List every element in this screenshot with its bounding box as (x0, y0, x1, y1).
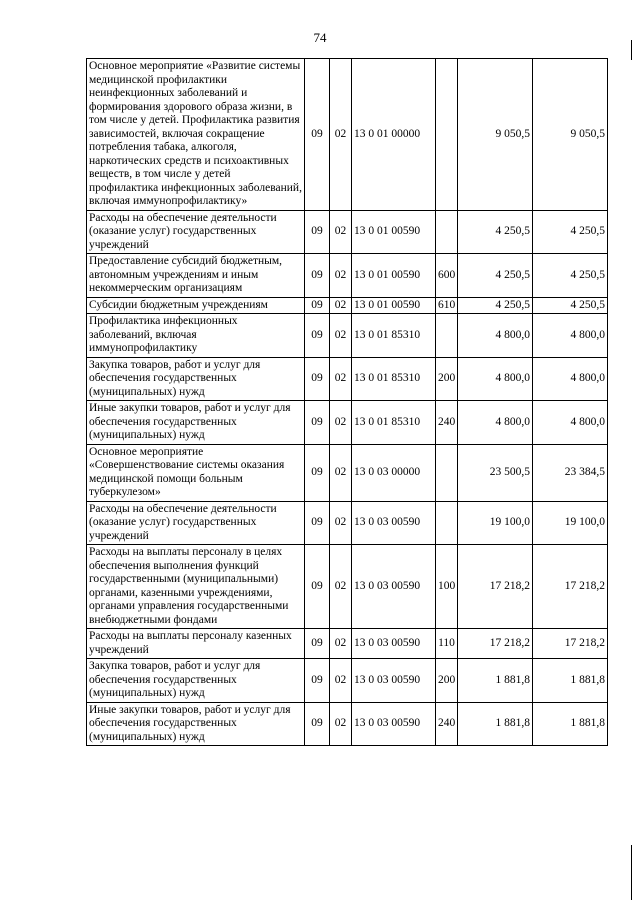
table-body (87, 59, 608, 746)
row-rz: 09 (305, 545, 330, 629)
row-sum-1: 4 250,5 (458, 254, 533, 298)
row-csr: 13 0 01 85310 (352, 401, 436, 445)
table-row (87, 254, 608, 298)
row-csr: 13 0 03 00590 (352, 545, 436, 629)
row-rz: 09 (305, 501, 330, 545)
table-row (87, 501, 608, 545)
row-vr: 200 (436, 357, 458, 401)
row-rz: 09 (305, 314, 330, 358)
scan-edge-mark (631, 40, 632, 60)
row-rz: 09 (305, 702, 330, 746)
table-row (87, 297, 608, 314)
table-row (87, 401, 608, 445)
table-row (87, 702, 608, 746)
table-row (87, 629, 608, 659)
row-pr: 02 (330, 629, 352, 659)
row-name: Расходы на выплаты персоналу казенных учреждений (87, 629, 305, 659)
row-name: Основное мероприятие «Совершенствование системы оказания медицинской помощи больным туберкулезом» (87, 444, 305, 501)
row-name: Предоставление субсидий бюджетным, автономным учреждениям и иным некоммерческим организациям (87, 254, 305, 298)
table-row (87, 659, 608, 703)
table-row (87, 545, 608, 629)
row-rz: 09 (305, 210, 330, 254)
budget-table (86, 58, 608, 746)
row-csr: 13 0 01 00590 (352, 297, 436, 314)
row-csr: 13 0 03 00590 (352, 702, 436, 746)
row-sum-2: 9 050,5 (533, 59, 608, 211)
row-sum-1: 23 500,5 (458, 444, 533, 501)
row-vr (436, 59, 458, 211)
row-sum-1: 4 250,5 (458, 210, 533, 254)
row-rz: 09 (305, 444, 330, 501)
row-name: Закупка товаров, работ и услуг для обеспечения государственных (муниципальных) нужд (87, 659, 305, 703)
row-rz: 09 (305, 357, 330, 401)
row-sum-1: 1 881,8 (458, 659, 533, 703)
row-pr: 02 (330, 659, 352, 703)
row-rz: 09 (305, 254, 330, 298)
row-name: Иные закупки товаров, работ и услуг для обеспечения государственных (муниципальных) нужд (87, 702, 305, 746)
table-row (87, 210, 608, 254)
row-rz: 09 (305, 59, 330, 211)
row-csr: 13 0 03 00590 (352, 629, 436, 659)
row-vr (436, 444, 458, 501)
row-sum-2: 1 881,8 (533, 659, 608, 703)
row-name: Субсидии бюджетным учреждениям (87, 297, 305, 314)
row-pr: 02 (330, 210, 352, 254)
row-name: Расходы на обеспечение деятельности (оказание услуг) государственных учреждений (87, 210, 305, 254)
row-sum-2: 4 800,0 (533, 401, 608, 445)
row-pr: 02 (330, 357, 352, 401)
scan-edge-mark (631, 845, 632, 900)
row-sum-2: 17 218,2 (533, 629, 608, 659)
row-sum-1: 4 800,0 (458, 314, 533, 358)
row-csr: 13 0 01 00590 (352, 210, 436, 254)
row-sum-1: 17 218,2 (458, 629, 533, 659)
row-rz: 09 (305, 659, 330, 703)
row-csr: 13 0 03 00590 (352, 501, 436, 545)
row-sum-2: 4 250,5 (533, 210, 608, 254)
row-vr: 240 (436, 702, 458, 746)
row-name: Основное мероприятие «Развитие системы медицинской профилактики неинфекционных заболеваний и формирования здорового образа жизни, в том числе у детей. Профилактика развития зависимостей, включая сокращение потребления табака, алкоголя, наркотических средств и психоактивных веществ, в том числе у детей профилактика инфекционных заболеваний, включая иммунопрофилактику» (87, 59, 305, 211)
row-rz: 09 (305, 297, 330, 314)
row-vr: 110 (436, 629, 458, 659)
row-sum-1: 9 050,5 (458, 59, 533, 211)
row-vr: 610 (436, 297, 458, 314)
row-vr (436, 210, 458, 254)
row-csr: 13 0 01 85310 (352, 357, 436, 401)
row-pr: 02 (330, 702, 352, 746)
row-csr: 13 0 03 00590 (352, 659, 436, 703)
row-pr: 02 (330, 254, 352, 298)
row-pr: 02 (330, 314, 352, 358)
row-vr: 600 (436, 254, 458, 298)
row-pr: 02 (330, 59, 352, 211)
row-name: Иные закупки товаров, работ и услуг для обеспечения государственных (муниципальных) нужд (87, 401, 305, 445)
row-csr: 13 0 01 00000 (352, 59, 436, 211)
row-sum-1: 4 800,0 (458, 357, 533, 401)
row-rz: 09 (305, 401, 330, 445)
row-pr: 02 (330, 501, 352, 545)
row-sum-1: 17 218,2 (458, 545, 533, 629)
row-pr: 02 (330, 444, 352, 501)
row-pr: 02 (330, 297, 352, 314)
row-sum-2: 1 881,8 (533, 702, 608, 746)
row-vr: 240 (436, 401, 458, 445)
page-number: 74 (313, 30, 327, 45)
row-sum-2: 4 800,0 (533, 357, 608, 401)
table-row (87, 444, 608, 501)
row-sum-2: 19 100,0 (533, 501, 608, 545)
row-sum-1: 1 881,8 (458, 702, 533, 746)
table-row (87, 357, 608, 401)
row-sum-1: 4 800,0 (458, 401, 533, 445)
row-csr: 13 0 01 85310 (352, 314, 436, 358)
row-sum-2: 4 250,5 (533, 297, 608, 314)
row-sum-1: 19 100,0 (458, 501, 533, 545)
row-vr: 100 (436, 545, 458, 629)
row-vr (436, 501, 458, 545)
row-vr: 200 (436, 659, 458, 703)
row-sum-2: 4 250,5 (533, 254, 608, 298)
row-rz: 09 (305, 629, 330, 659)
row-name: Расходы на выплаты персоналу в целях обеспечения выполнения функций государственными (муниципальными) органами, казенными учреждениями, органами управления государственными внебюджетными фондами (87, 545, 305, 629)
row-sum-2: 4 800,0 (533, 314, 608, 358)
row-csr: 13 0 01 00590 (352, 254, 436, 298)
row-sum-2: 23 384,5 (533, 444, 608, 501)
row-pr: 02 (330, 545, 352, 629)
row-sum-1: 4 250,5 (458, 297, 533, 314)
table-row (87, 314, 608, 358)
row-sum-2: 17 218,2 (533, 545, 608, 629)
row-csr: 13 0 03 00000 (352, 444, 436, 501)
row-name: Расходы на обеспечение деятельности (оказание услуг) государственных учреждений (87, 501, 305, 545)
row-name: Закупка товаров, работ и услуг для обеспечения государственных (муниципальных) нужд (87, 357, 305, 401)
row-vr (436, 314, 458, 358)
row-name: Профилактика инфекционных заболеваний, включая иммунопрофилактику (87, 314, 305, 358)
table-row (87, 59, 608, 211)
row-pr: 02 (330, 401, 352, 445)
